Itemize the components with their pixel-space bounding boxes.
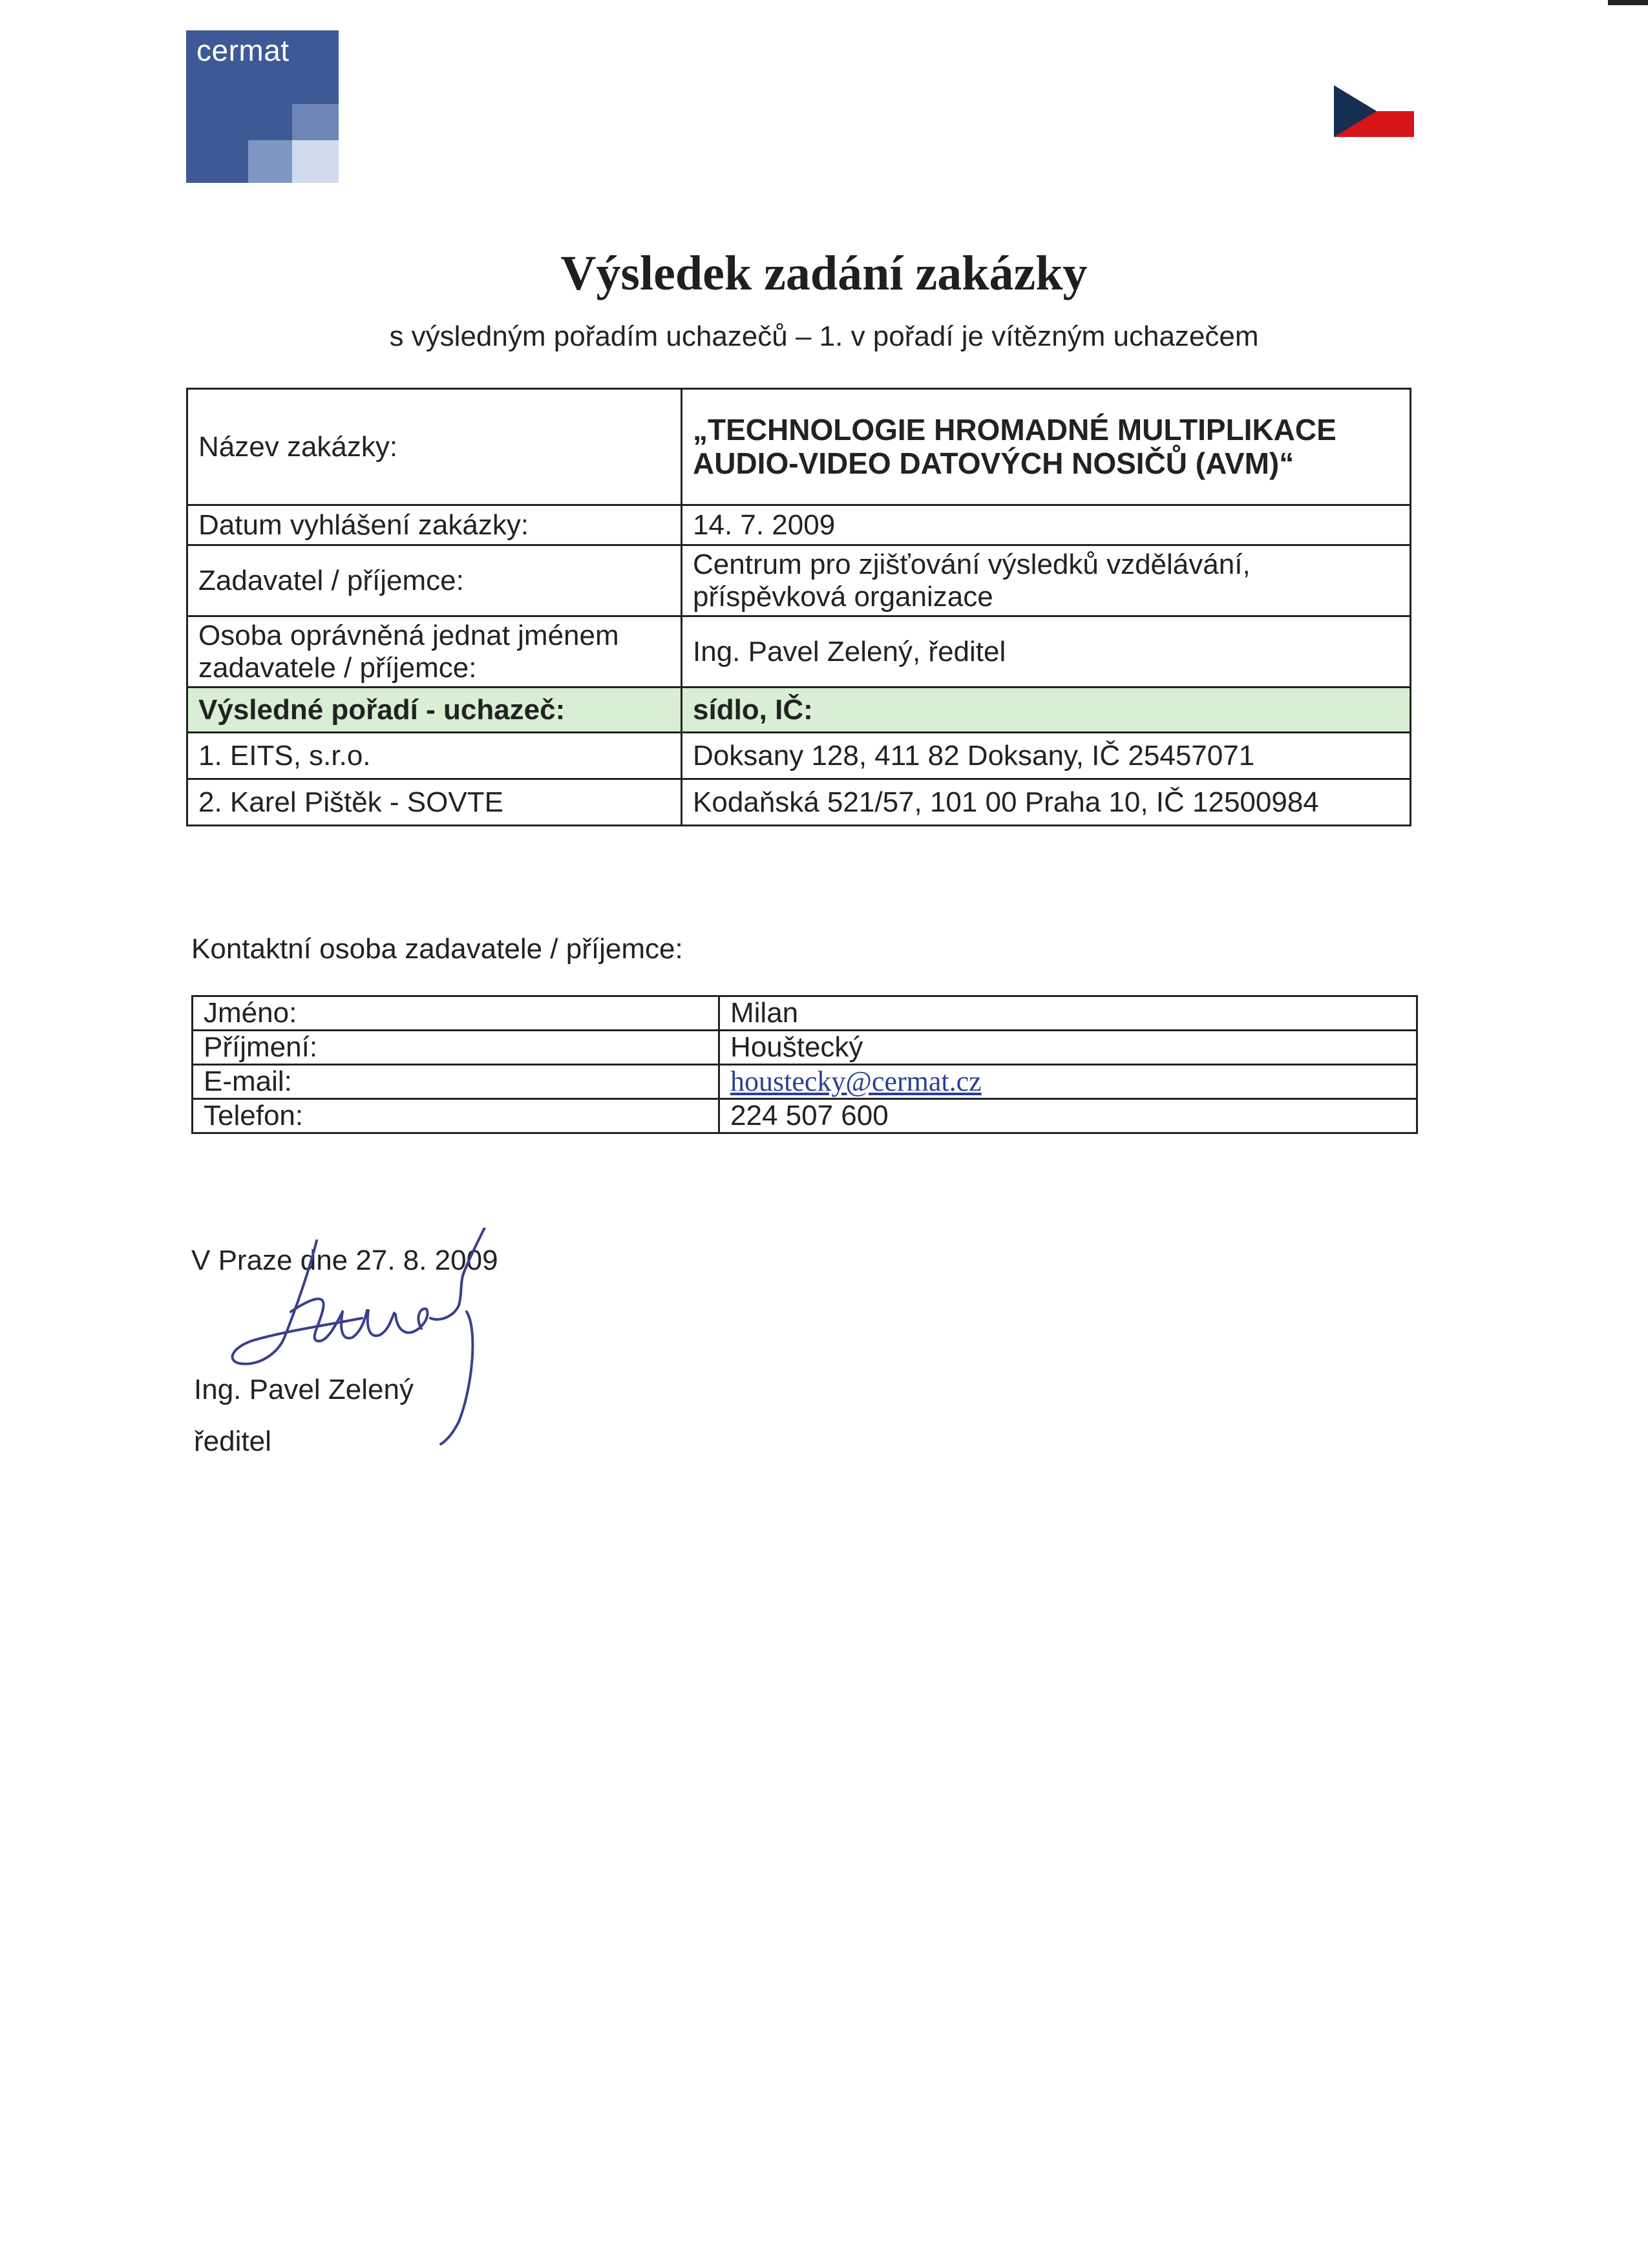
label-cell: Název zakázky:: [187, 389, 682, 505]
contact-table: [191, 995, 1418, 1134]
table-row: [187, 545, 1411, 616]
place-date: V Praze dne 27. 8. 2009: [191, 1244, 498, 1276]
table-row: [193, 996, 1417, 1031]
value-cell: Houštecký: [719, 1031, 1417, 1065]
page-subtitle: s výsledným pořadím uchazečů – 1. v pořadí je vítězným uchazečem: [389, 320, 1259, 352]
value-line2: příspěvková organizace: [693, 580, 993, 613]
contact-heading: Kontaktní osoba zadavatele / příjemce:: [191, 933, 683, 965]
page-title: Výsledek zadání zakázky: [560, 246, 1088, 300]
table-row: [187, 733, 1411, 779]
tender-table: [186, 388, 1411, 826]
table-row: [193, 1065, 1417, 1099]
tender-name-cell: [682, 389, 1411, 505]
label-cell: Telefon:: [193, 1099, 719, 1133]
label-cell: Datum vyhlášení zakázky:: [187, 505, 682, 545]
tender-name-line1: „TECHNOLOGIE HROMADNÉ MULTIPLIKACE: [693, 412, 1336, 446]
label-cell: E-mail:: [193, 1065, 719, 1099]
czech-flag-icon: [1334, 85, 1414, 137]
value-line1: Centrum pro zjišťování výsledků vzdělávání,: [693, 549, 1251, 581]
handwritten-signature: [213, 1228, 575, 1473]
value-cell: [682, 545, 1411, 616]
label-cell: Příjmení:: [193, 1031, 719, 1065]
value-cell: Milan: [719, 996, 1417, 1031]
value-cell: [719, 1065, 1417, 1099]
logo-text: cermat: [196, 34, 290, 67]
table-header-row: [187, 688, 1411, 733]
value-cell: Ing. Pavel Zelený, ředitel: [682, 616, 1411, 688]
value-cell: 224 507 600: [719, 1099, 1417, 1133]
bidder-address: Doksany 128, 411 82 Doksany, IČ 25457071: [682, 733, 1411, 779]
value-cell: 14. 7. 2009: [682, 505, 1411, 545]
table-row: [193, 1031, 1417, 1065]
label-cell: Zadavatel / příjemce:: [187, 545, 682, 616]
tender-name-line2: AUDIO-VIDEO DATOVÝCH NOSIČŮ (AVM)“: [693, 446, 1294, 480]
bidder-address: Kodaňská 521/57, 101 00 Praha 10, IČ 12500984: [682, 779, 1411, 826]
signatory-role: ředitel: [194, 1425, 271, 1457]
label-cell: [187, 616, 682, 688]
table-row: [193, 1099, 1417, 1133]
bidder-name: 2. Karel Pištěk - SOVTE: [187, 779, 682, 826]
table-row: [187, 779, 1411, 826]
cermat-logo: [186, 30, 339, 183]
table-row: [187, 505, 1411, 545]
column-header: Výsledné pořadí - uchazeč:: [187, 688, 682, 733]
label-line2: zadavatele / příjemce:: [198, 651, 477, 684]
label-line1: Osoba oprávněná jednat jménem: [198, 620, 619, 652]
column-header: sídlo, IČ:: [682, 688, 1411, 733]
signatory-name: Ing. Pavel Zelený: [194, 1374, 414, 1405]
label-cell: Jméno:: [193, 996, 719, 1031]
email-link[interactable]: houstecky@cermat.cz: [730, 1065, 982, 1097]
bidder-name: 1. EITS, s.r.o.: [187, 733, 682, 779]
scan-mark: [1608, 0, 1648, 5]
table-row: [187, 389, 1411, 505]
table-row: [187, 616, 1411, 688]
